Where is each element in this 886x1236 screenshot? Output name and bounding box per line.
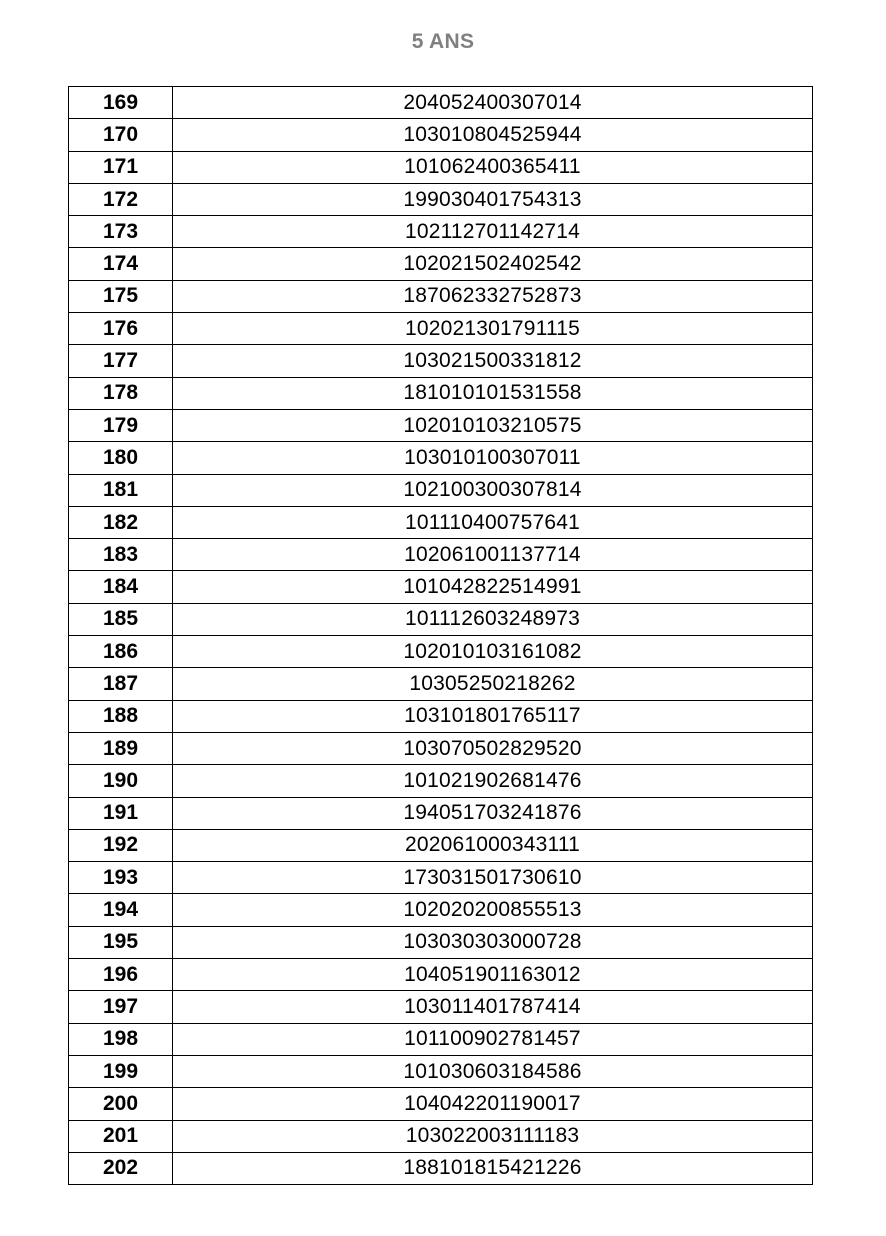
row-number-cell: 183 xyxy=(69,539,173,571)
identifier-cell: 102020200855513 xyxy=(173,894,813,926)
row-number-cell: 198 xyxy=(69,1023,173,1055)
row-number-cell: 189 xyxy=(69,732,173,764)
row-number-cell: 174 xyxy=(69,248,173,280)
row-number-cell: 194 xyxy=(69,894,173,926)
identifier-cell: 102100300307814 xyxy=(173,474,813,506)
row-number-cell: 201 xyxy=(69,1120,173,1152)
table-row xyxy=(69,442,813,474)
row-number-cell: 170 xyxy=(69,119,173,151)
table-row xyxy=(69,636,813,668)
table-row xyxy=(69,700,813,732)
table-row xyxy=(69,926,813,958)
table-row xyxy=(69,603,813,635)
identifier-cell: 103021500331812 xyxy=(173,345,813,377)
identifier-cell: 194051703241876 xyxy=(173,797,813,829)
identifier-cell: 173031501730610 xyxy=(173,862,813,894)
data-table-container xyxy=(68,86,812,1185)
row-number-cell: 202 xyxy=(69,1152,173,1184)
row-number-cell: 199 xyxy=(69,1055,173,1087)
table-row xyxy=(69,216,813,248)
identifier-cell: 104042201190017 xyxy=(173,1088,813,1120)
row-number-cell: 180 xyxy=(69,442,173,474)
identifier-cell: 103022003111183 xyxy=(173,1120,813,1152)
row-number-cell: 191 xyxy=(69,797,173,829)
identifier-cell: 102112701142714 xyxy=(173,216,813,248)
row-number-cell: 187 xyxy=(69,668,173,700)
identifier-cell: 103010804525944 xyxy=(173,119,813,151)
table-row xyxy=(69,732,813,764)
row-number-cell: 186 xyxy=(69,636,173,668)
row-number-cell: 185 xyxy=(69,603,173,635)
table-row xyxy=(69,474,813,506)
row-number-cell: 171 xyxy=(69,151,173,183)
identifier-cell: 103011401787414 xyxy=(173,991,813,1023)
identifier-cell: 101100902781457 xyxy=(173,1023,813,1055)
row-number-cell: 188 xyxy=(69,700,173,732)
page-title: 5 ANS xyxy=(411,30,475,53)
table-row xyxy=(69,1152,813,1184)
row-number-cell: 179 xyxy=(69,409,173,441)
identifier-cell: 103070502829520 xyxy=(173,732,813,764)
row-number-cell: 196 xyxy=(69,959,173,991)
identifier-cell: 103101801765117 xyxy=(173,700,813,732)
row-number-cell: 195 xyxy=(69,926,173,958)
identifier-cell: 102061001137714 xyxy=(173,539,813,571)
row-number-cell: 184 xyxy=(69,571,173,603)
table-row xyxy=(69,119,813,151)
row-number-cell: 182 xyxy=(69,506,173,538)
row-number-cell: 200 xyxy=(69,1088,173,1120)
identifier-cell: 103010100307011 xyxy=(173,442,813,474)
table-row xyxy=(69,377,813,409)
identifier-cell: 181010101531558 xyxy=(173,377,813,409)
table-row xyxy=(69,862,813,894)
identifier-cell: 10305250218262 xyxy=(173,668,813,700)
table-row xyxy=(69,345,813,377)
identifier-cell: 101042822514991 xyxy=(173,571,813,603)
identifier-cell: 188101815421226 xyxy=(173,1152,813,1184)
identifier-cell: 187062332752873 xyxy=(173,280,813,312)
table-row xyxy=(69,280,813,312)
identifier-cell: 101062400365411 xyxy=(173,151,813,183)
table-row xyxy=(69,1120,813,1152)
table-row xyxy=(69,668,813,700)
row-number-cell: 169 xyxy=(69,87,173,119)
table-row xyxy=(69,87,813,119)
table-body xyxy=(69,87,813,1185)
table-row xyxy=(69,1055,813,1087)
table-row xyxy=(69,571,813,603)
row-number-cell: 173 xyxy=(69,216,173,248)
table-row xyxy=(69,991,813,1023)
table-row xyxy=(69,765,813,797)
row-number-cell: 190 xyxy=(69,765,173,797)
identifier-cell: 204052400307014 xyxy=(173,87,813,119)
table-row xyxy=(69,1088,813,1120)
identifier-cell: 101112603248973 xyxy=(173,603,813,635)
table-row xyxy=(69,506,813,538)
identifier-cell: 103030303000728 xyxy=(173,926,813,958)
table-row xyxy=(69,1023,813,1055)
row-number-cell: 193 xyxy=(69,862,173,894)
identifier-cell: 102021502402542 xyxy=(173,248,813,280)
row-number-cell: 197 xyxy=(69,991,173,1023)
table-row xyxy=(69,959,813,991)
identifier-cell: 102010103210575 xyxy=(173,409,813,441)
row-number-cell: 178 xyxy=(69,377,173,409)
row-number-cell: 192 xyxy=(69,829,173,861)
row-number-cell: 175 xyxy=(69,280,173,312)
table-row xyxy=(69,183,813,215)
table-row xyxy=(69,151,813,183)
identifier-cell: 104051901163012 xyxy=(173,959,813,991)
identifier-cell: 101110400757641 xyxy=(173,506,813,538)
identifier-cell: 199030401754313 xyxy=(173,183,813,215)
data-table xyxy=(68,86,813,1185)
row-number-cell: 177 xyxy=(69,345,173,377)
identifier-cell: 202061000343111 xyxy=(173,829,813,861)
table-row xyxy=(69,313,813,345)
row-number-cell: 181 xyxy=(69,474,173,506)
identifier-cell: 102021301791115 xyxy=(173,313,813,345)
table-row xyxy=(69,539,813,571)
table-row xyxy=(69,894,813,926)
table-row xyxy=(69,829,813,861)
identifier-cell: 101030603184586 xyxy=(173,1055,813,1087)
table-row xyxy=(69,409,813,441)
identifier-cell: 101021902681476 xyxy=(173,765,813,797)
row-number-cell: 176 xyxy=(69,313,173,345)
row-number-cell: 172 xyxy=(69,183,173,215)
identifier-cell: 102010103161082 xyxy=(173,636,813,668)
table-row xyxy=(69,797,813,829)
table-row xyxy=(69,248,813,280)
